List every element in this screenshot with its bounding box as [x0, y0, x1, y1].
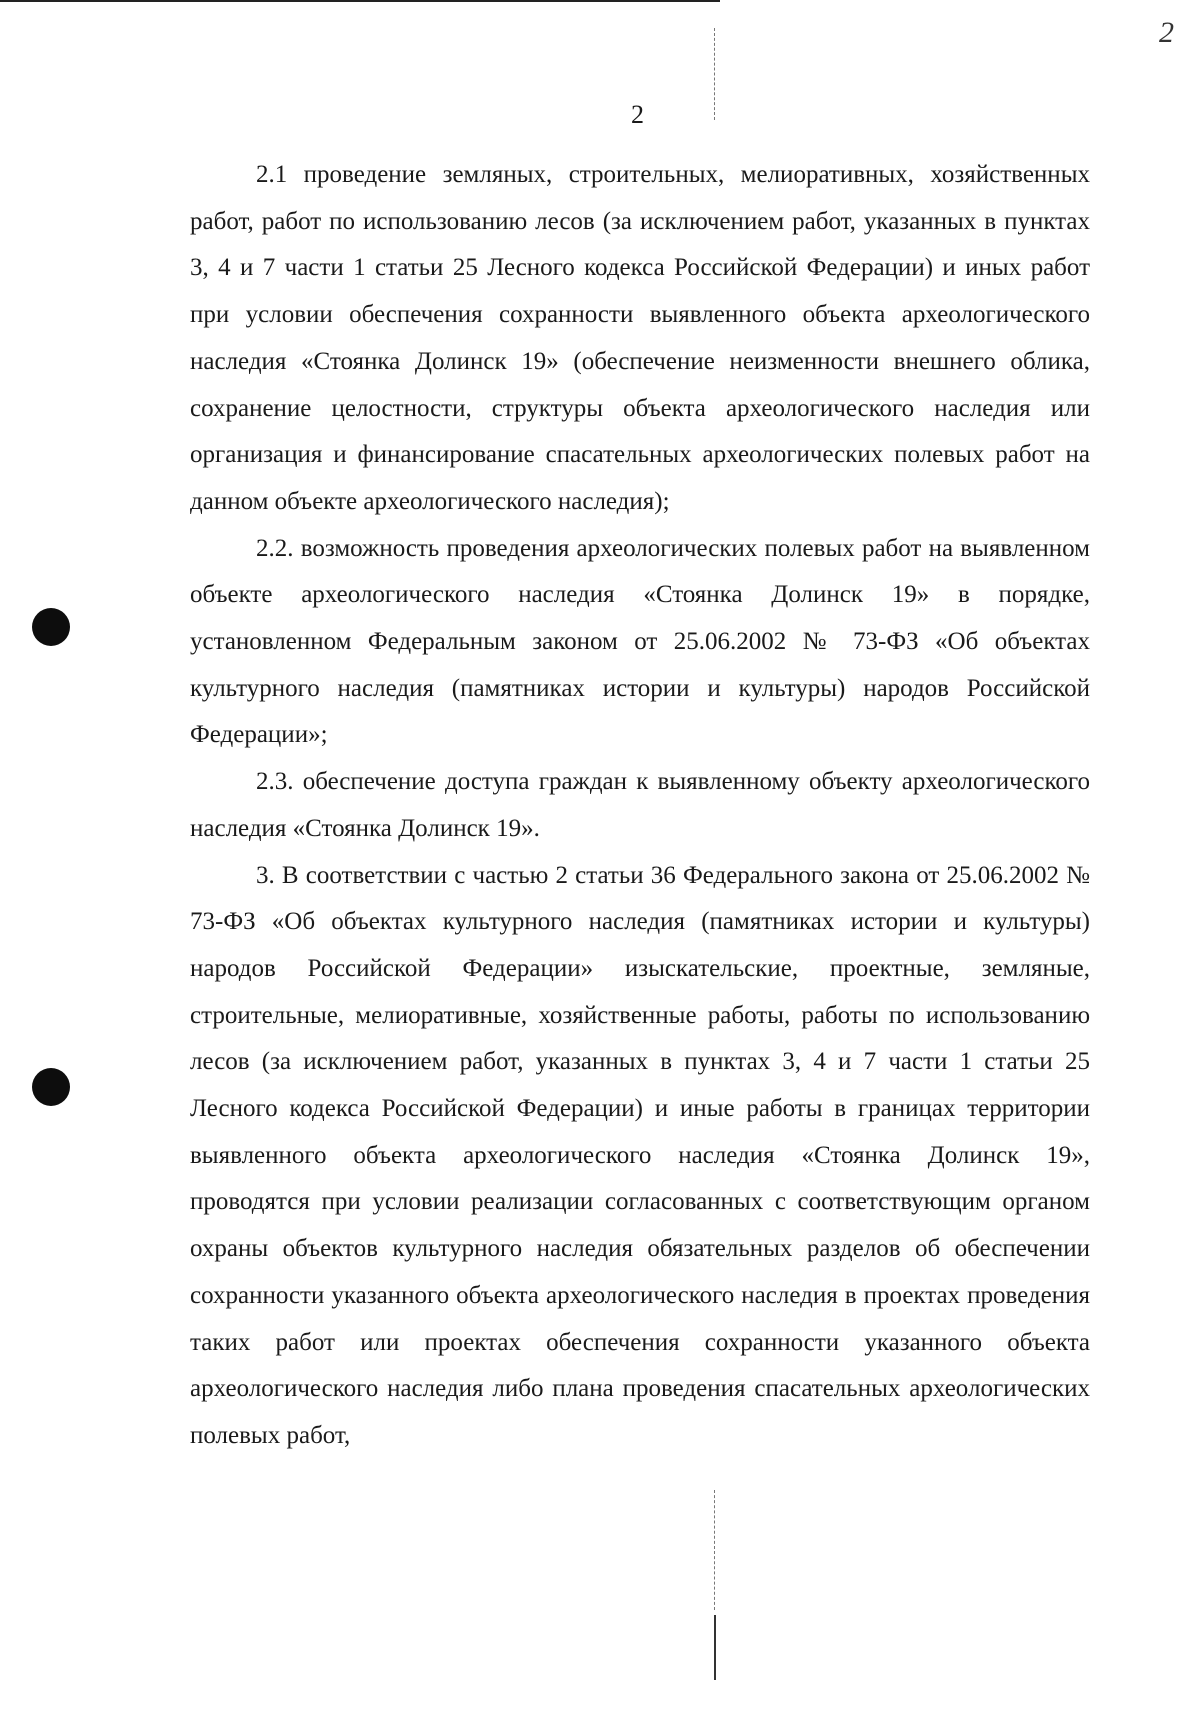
paragraph-2-1: 2.1 проведение земляных, строительных, мелиоративных, хозяйственных работ, работ по использованию лесов (за исключением работ, указанных в пунктах 3, 4 и 7 части 1 статьи 25 Лесного кодекса Российской Федерации) и иных работ при условии обеспечения сохранности выявленного объекта археологического наследия «Стоянка Долинск 19» (обеспечение неизменности внешнего облика, сохранение целостности, структуры объекта археологического наследия или организация и финансирование спасательных археологических полевых работ на данном объекте археологического наследия);	[190, 161, 1090, 515]
fold-line-bottom	[714, 1490, 715, 1610]
document-body	[190, 152, 1090, 1460]
paragraph-3: 3. В соответствии с частью 2 статьи 36 Федерального закона от 25.06.2002 № 73-ФЗ «Об объектах культурного наследия (памятниках истории и культуры) народов Российской Федерации» изыскательские, проектные, земляные, строительные, мелиоративные, хозяйственные работы, работы по использованию лесов (за исключением работ, указанных в пунктах 3, 4 и 7 части 1 статьи 25 Лесного кодекса Российской Федерации) и иные работы в границах территории выявленного объекта археологического наследия «Стоянка Долинск 19», проводятся при условии реализации согласованных с соответствующим органом охраны объектов культурного наследия обязательных разделов об обеспечении сохранности указанного объекта археологического наследия в проектах проведения таких работ или проектах обеспечения сохранности указанного объекта археологического наследия либо плана проведения спасательных археологических полевых работ,	[190, 861, 1090, 1449]
punch-hole-icon	[32, 608, 70, 646]
handwritten-page-mark: 2	[1159, 16, 1174, 49]
top-edge-rule	[0, 0, 720, 2]
punch-hole-icon	[32, 1068, 70, 1106]
page-number: 2	[631, 100, 644, 129]
paragraph-2-3: 2.3. обеспечение доступа граждан к выявленному объекту археологического наследия «Стоянка Долинск 19».	[190, 768, 1090, 842]
paragraph-2-2: 2.2. возможность проведения археологических полевых работ на выявленном объекте археологического наследия «Стоянка Долинск 19» в порядке, установленном Федеральным законом от 25.06.2002 № 73-ФЗ «Об объектах культурного наследия (памятниках истории и культуры) народов Российской Федерации»;	[190, 534, 1090, 749]
fold-line-bottom-solid	[714, 1615, 716, 1680]
